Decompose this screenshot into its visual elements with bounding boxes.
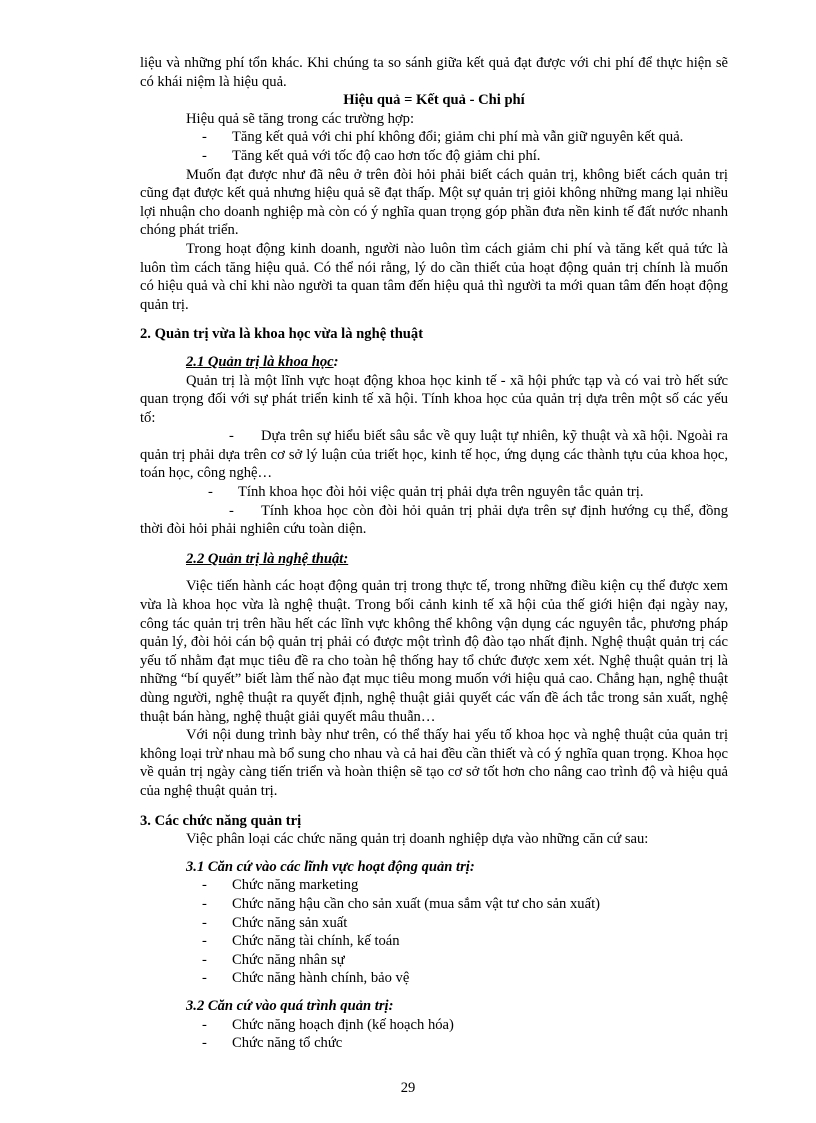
list-item: - Chức năng marketing [202, 877, 359, 894]
list-item: - Chức năng hoạch định (kế hoạch hóa) [202, 1016, 454, 1033]
list-item: - Tăng kết quả với chi phí không đổi; giảm chi phí mà vẫn giữ nguyên kết quả. [202, 129, 684, 146]
subsection-heading: 2.2 Quản trị là nghệ thuật: [186, 550, 349, 567]
page-number: 29 [400, 1080, 416, 1096]
list-item: - Dựa trên sự hiểu biết sâu sắc về quy luật tự nhiên, kỹ thuật và xã hội. Ngoài ra quản trị phải dựa trên cơ sở lý luận của triết học, kinh tế học, ứng dụng các thành tựu của khoa học, toán học, công nghệ… [140, 428, 728, 482]
section-heading: 3. Các chức năng quản trị [140, 812, 302, 829]
subsection-heading: 3.2 Căn cứ vào quá trình quản trị: [186, 997, 394, 1014]
list-item: - Chức năng tài chính, kế toán [202, 933, 400, 950]
paragraph: Quản trị là một lĩnh vực hoạt động khoa học kinh tế - xã hội phức tạp và có vai trò hết sức quan trọng đối với sự phát triển kinh tế xã hội. Tính khoa học của quản trị dựa trên một số các yếu tố: [140, 372, 728, 426]
paragraph: Với nội dung trình bày như trên, có thể thấy hai yếu tố khoa học và nghệ thuật của quản trị không loại trừ nhau mà bổ sung cho nhau và cả hai đều cần thiết và có ý nghĩa quan trọng. Khoa học về quản trị ngày càng tiến triển và hoàn thiện sẽ tạo cơ sở tốt hơn cho nâng cao trình độ và hiệu quả của nghệ thuật quản trị. [140, 727, 728, 799]
list-item: - Chức năng sản xuất [202, 914, 348, 931]
paragraph: Việc tiến hành các hoạt động quản trị trong thực tế, trong những điều kiện cụ thể được xem vừa là khoa học vừa là nghệ thuật. Trong bối cảnh kinh tế xã hội của thế giới hiện đại ngày nay, công tác quản trị trên hầu hết các lĩnh vực không thể không vận dụng các nguyên tắc, phương pháp quản lý, đòi hỏi cán bộ quản trị phải có được một trình độ đào tạo nhất định. Nghệ thuật quản trị các yếu tố nhằm đạt mục tiêu đề ra cho toàn hệ thống hay tổ chức được xem xét. Nghệ thuật quản trị là những “bí quyết” biết làm thế nào đạt mục tiêu mong muốn với hiệu quả cao. Chẳng hạn, nghệ thuật dùng người, nghệ thuật ra quyết định, nghệ thuật giải quyết các vấn đề ách tắc trong sản xuất, nghệ thuật bán hàng, nghệ thuật giải quyết mâu thuẫn… [140, 578, 728, 725]
list-item: - Chức năng hậu cần cho sản xuất (mua sắm vật tư cho sản xuất) [202, 895, 600, 912]
section-heading: 2. Quản trị vừa là khoa học vừa là nghệ thuật [140, 326, 424, 343]
subsection-heading: 2.1 Quản trị là khoa học: [186, 353, 339, 370]
formula: Hiệu quả = Kết quả - Chi phí [343, 92, 525, 109]
list-item: - Tăng kết quả với tốc độ cao hơn tốc độ giảm chi phí. [202, 147, 541, 164]
paragraph: liệu và những phí tổn khác. Khi chúng ta so sánh giữa kết quả đạt được với chi phí để thực hiện sẽ có khái niệm là hiệu quả. [140, 55, 728, 90]
list-item: - Tính khoa học đòi hỏi việc quản trị phải dựa trên nguyên tắc quản trị. [208, 484, 644, 501]
paragraph: Việc phân loại các chức năng quản trị doanh nghiệp dựa vào những căn cứ sau: [186, 831, 649, 848]
paragraph: Hiệu quả sẽ tăng trong các trường hợp: [186, 110, 414, 127]
list-item: - Chức năng hành chính, bảo vệ [202, 970, 410, 987]
subsection-heading: 3.1 Căn cứ vào các lĩnh vực hoạt động quản trị: [186, 858, 475, 875]
list-item: - Chức năng tổ chức [202, 1035, 343, 1052]
paragraph: Muốn đạt được như đã nêu ở trên đòi hỏi phải biết cách quản trị, không biết cách quản trị cũng đạt được kết quả nhưng hiệu quả sẽ đạt thấp. Một sự quản trị giỏi không những mang lại nhiều lợi nhuận cho doanh nghiệp mà còn có ý nghĩa quan trọng góp phần đưa nền kinh tế đất nước nhanh chóng phát triển. [140, 166, 728, 239]
paragraph: Trong hoạt động kinh doanh, người nào luôn tìm cách giảm chi phí và tăng kết quả tức là luôn tìm cách tăng hiệu quả. Có thể nói rằng, lý do cần thiết của hoạt động quản trị chính là muốn có hiệu quả và chỉ khi nào người ta quan tâm đến hiệu quả thì người ta mới quan tâm đến hoạt động quản trị. [140, 240, 728, 313]
list-item: - Tính khoa học còn đòi hỏi quản trị phải dựa trên sự định hướng cụ thể, đồng thời đòi hỏi phải nghiên cứu toàn diện. [140, 502, 728, 538]
document-page [140, 54, 728, 1053]
list-item: - Chức năng nhân sự [202, 951, 345, 968]
